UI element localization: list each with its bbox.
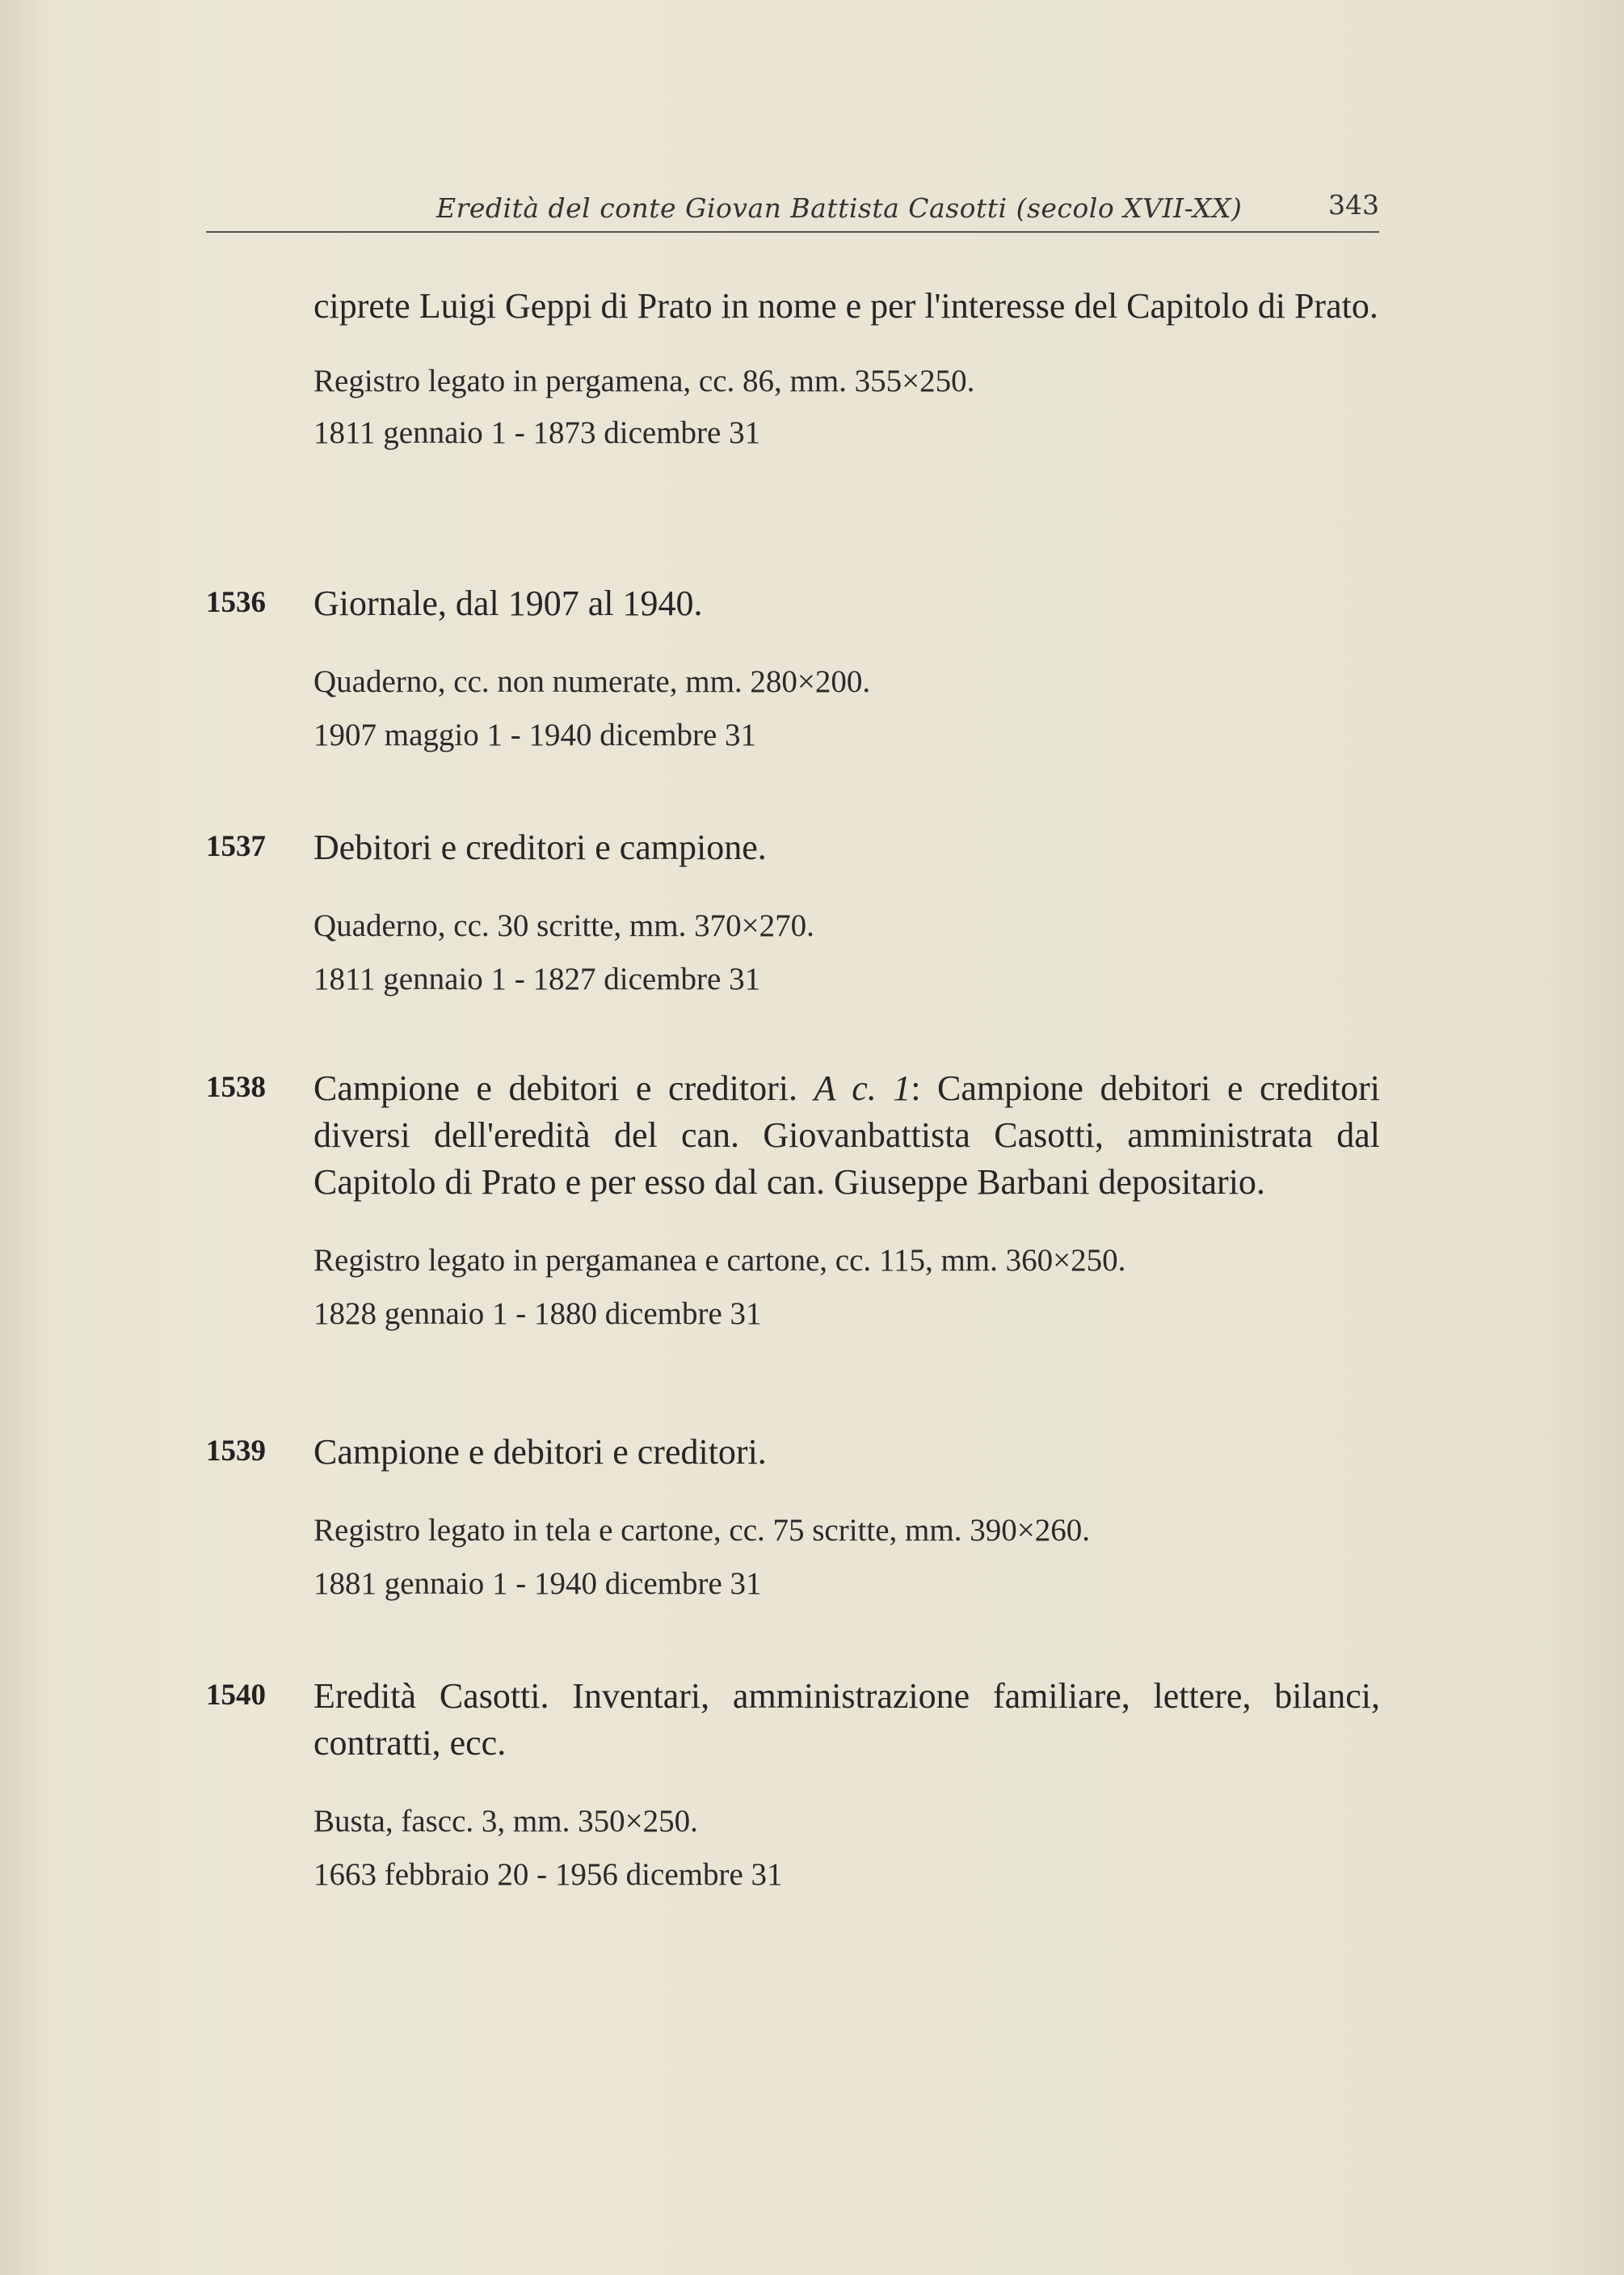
entry-number: 1536: [206, 586, 266, 619]
entry-title: Eredità Casotti. Inventari, amministrazione familiare, lettere, bilanci, contratti, ecc.: [313, 1676, 1380, 1763]
entry-number: 1539: [206, 1435, 266, 1468]
entry-title-part: Campione e debitori e creditori.: [313, 1068, 814, 1108]
entry-title: Giornale, dal 1907 al 1940.: [313, 583, 703, 623]
entry-description: Quaderno, cc. 30 scritte, mm. 370×270.: [313, 908, 814, 943]
entry-dates: 1828 gennaio 1 - 1880 dicembre 31: [313, 1296, 762, 1331]
entry-description: Registro legato in tela e cartone, cc. 75 scritte, mm. 390×260.: [313, 1513, 1090, 1548]
entry-dates: 1663 febbraio 20 - 1956 dicembre 31: [313, 1857, 783, 1892]
entry-description: Registro legato in pergamanea e cartone, cc. 115, mm. 360×250.: [313, 1243, 1126, 1278]
page-number: 343: [1328, 189, 1379, 221]
entry-number: 1538: [206, 1071, 266, 1104]
entry-number: 1540: [206, 1679, 266, 1712]
entry-title-italic: A c. 1: [814, 1068, 911, 1108]
continuation-text: ciprete Luigi Geppi di Prato in nome e per l'interesse del Capitolo di Prato.: [313, 286, 1378, 326]
entry-description: Quaderno, cc. non numerate, mm. 280×200.: [313, 664, 871, 699]
entry-description: Busta, fascc. 3, mm. 350×250.: [313, 1804, 698, 1839]
entry-description: Registro legato in pergamena, cc. 86, mm. 355×250.: [313, 364, 975, 398]
entry-title: [313, 1065, 1380, 1206]
entry-dates: 1881 gennaio 1 - 1940 dicembre 31: [313, 1566, 762, 1601]
running-header: [206, 183, 1379, 233]
entry-dates: 1907 maggio 1 - 1940 dicembre 31: [313, 718, 757, 752]
entry-title: Debitori e creditori e campione.: [313, 828, 767, 867]
entry-title: Campione e debitori e creditori.: [313, 1432, 767, 1472]
entry-title-part: : Campione debitori e creditori diversi dell'eredità del can. Giovanbattista Casotti, amministrata dal Capitolo di Prato e per esso dal can. Giuseppe Barbani depositario.: [313, 1068, 1380, 1202]
entry-number: 1537: [206, 830, 266, 863]
entry-dates: 1811 gennaio 1 - 1827 dicembre 31: [313, 962, 761, 996]
entry-dates: 1811 gennaio 1 - 1873 dicembre 31: [313, 415, 761, 450]
running-title: Eredità del conte Giovan Battista Casotti (secolo XVII-XX): [436, 192, 1243, 224]
